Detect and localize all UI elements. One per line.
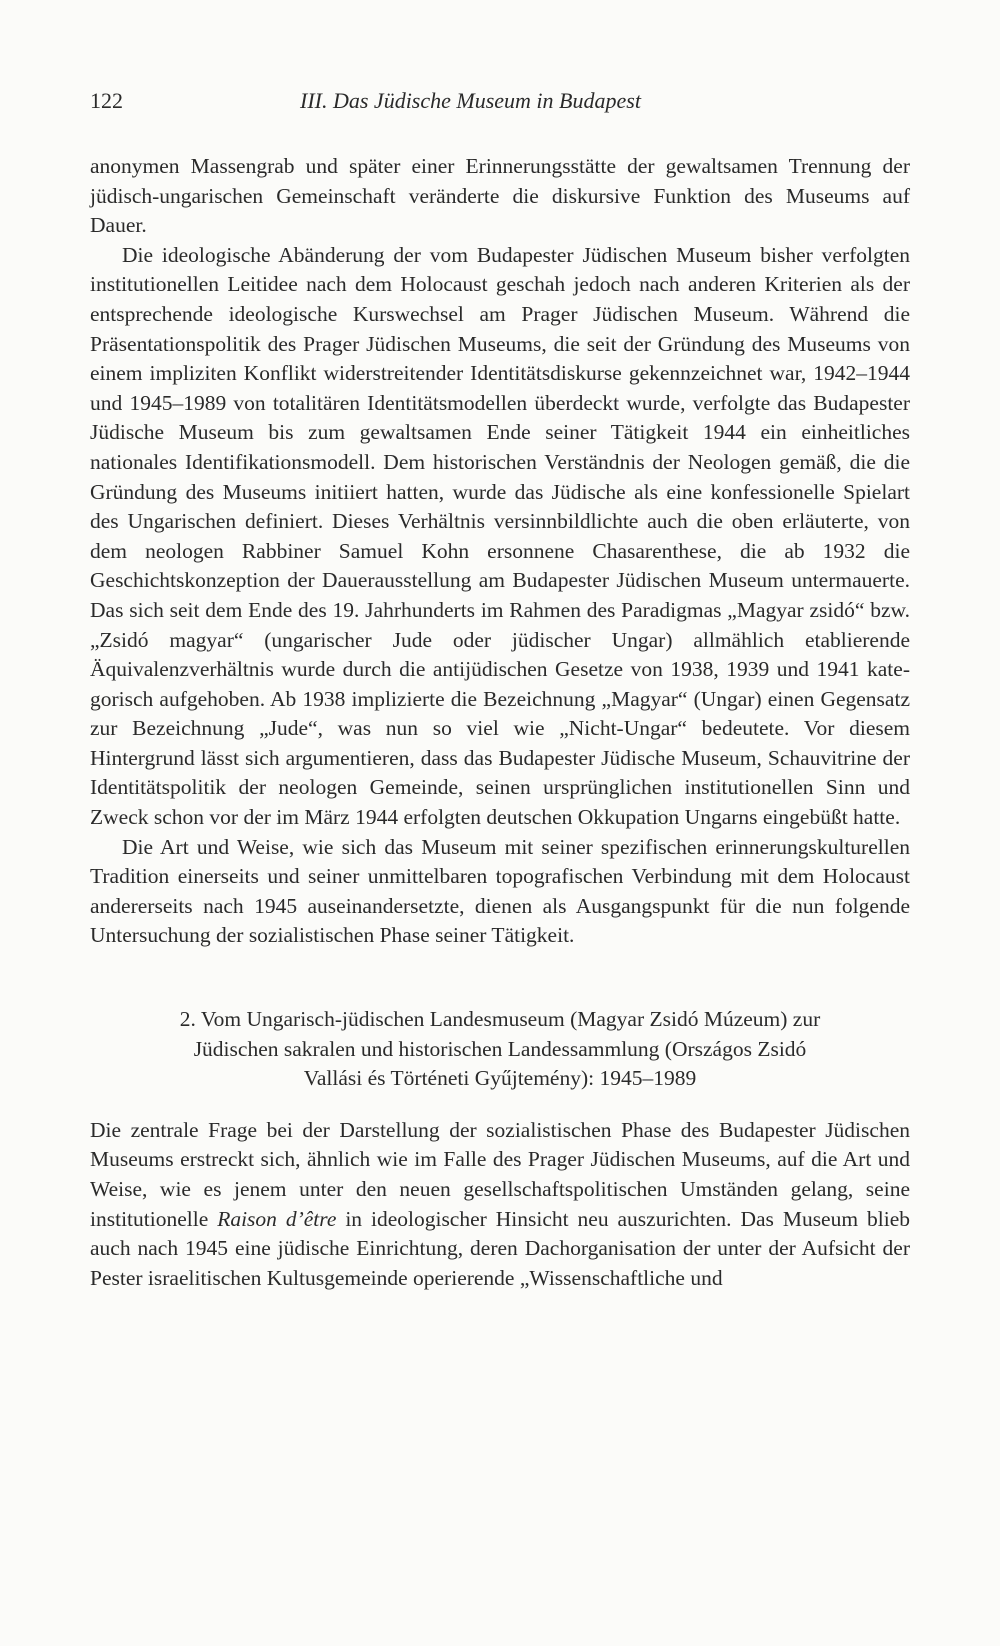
section-heading-line-2: Jüdischen sakralen und historischen Landessammlung (Országos Zsidó: [193, 1036, 807, 1061]
running-title: III. Das Jüdische Museum in Budapest: [300, 88, 641, 113]
final-paragraph-part-2: in ideologischer Hinsicht neu auszurichten. Das Museum blieb auch nach 1945 eine jüdische Einrichtung, deren Dachorganisation der unter der Aufsicht der Pester israelitischen Kultusgemeinde operierende „Wissenschaftliche und: [90, 1206, 910, 1290]
paragraph-transition: Die Art und Weise, wie sich das Museum mit seiner spezifischen erinnerungskulturellen Tradition einerseits und seiner unmittelbaren topografischen Verbindung mit dem Holocaust andererseits nach 1945 auseinandersetzte, dienen als Ausgangspunkt für die nun folgende Untersuchung der sozialistischen Phase seiner Tätigkeit.: [90, 834, 910, 948]
paragraph-continuation: anonymen Massengrab und später einer Erinnerungsstätte der gewaltsamen Trennung der jüdisch-ungarischen Gemeinschaft veränderte die diskursive Funktion des Museums auf Dauer.: [90, 154, 910, 238]
section-heading-line-3: Vallási és Történeti Gyűjtemény): 1945–1989: [303, 1066, 697, 1091]
body-text: [90, 152, 910, 1293]
paragraph-ideological-change: Die ideologische Abänderung der vom Budapester Jüdischen Museum bisher verfolgten institutionellen Leitidee nach dem Holocaust geschah jedoch nach anderen Kriterien als der entsprechende ideologische Kurswechsel am Prager Jüdischen Museum. Während die Präsentationspolitik des Prager Jüdischen Museums, die seit der Gründung des Museums von einem impliziten Konflikt widerstreitender Identitätsdiskurse gekennzeichnet war, 1942–1944 und 1945–1989 von totalitären Identitätsmodellen überdeckt wurde, verfolgte das Budapester Jüdische Museum bis zum gewaltsamen Ende seiner Tätigkeit 1944 ein einheitliches nationales Identifikationsmodell. Dem historischen Verständnis der Neologen gemäß, die die Gründung des Museums initiiert hatten, wurde das Jüdische als eine konfessionelle Spielart des Ungarischen definiert. Dieses Verhältnis versinnbildlichte auch die oben erläuterte, von dem neologen Rabbiner Samuel Kohn ersonnene Chasarenthese, die ab 1932 die Geschichtskonzeption der Dauerausstellung am Budapester Jüdischen Museum untermauerte. Das sich seit dem Ende des 19. Jahrhunderts im Rahmen des Paradigmas „Magyar zsidó“ bzw. „Zsidó magyar“ (ungarischer Jude oder jüdischer Ungar) allmählich etablierende Äquivalenzverhältnis wurde durch die antijüdischen Gesetze von 1938, 1939 und 1941 kategorisch aufgehoben. Ab 1938 implizierte die Bezeichnung „Magyar“ (Ungar) einen Gegensatz zur Bezeichnung „Jude“, was nun so viel wie „Nicht-Ungar“ bedeutete. Vor diesem Hintergrund lässt sich argumentieren, dass das Budapester Jüdische Museum, Schauvitrine der Identitätspolitik der neologen Gemeinde, seinen ursprünglichen institutionellen Sinn und Zweck schon vor der im März 1944 erfolgten deutschen Okkupation Ungarns eingebüßt hatte.: [90, 242, 910, 830]
final-paragraph-part-1: Die zentrale Frage bei der Darstellung der sozialistischen Phase des Budapester Jüdischen Museums erstreckt sich, ähnlich wie im Falle des Prager Jüdischen Museums, auf die Art und Weise, wie es jenem unter den neuen gesellschaftspolitischen Umständen gelang, seine institutionelle: [90, 1117, 910, 1231]
section-heading: [90, 1005, 910, 1094]
paragraph-central-question: [90, 1116, 910, 1294]
final-paragraph-italic: Raison d’être: [217, 1206, 337, 1231]
page-number: 122: [90, 88, 123, 113]
section-heading-line-1: 2. Vom Ungarisch-jüdischen Landesmuseum (Magyar Zsidó Múzeum) zur: [179, 1007, 821, 1032]
